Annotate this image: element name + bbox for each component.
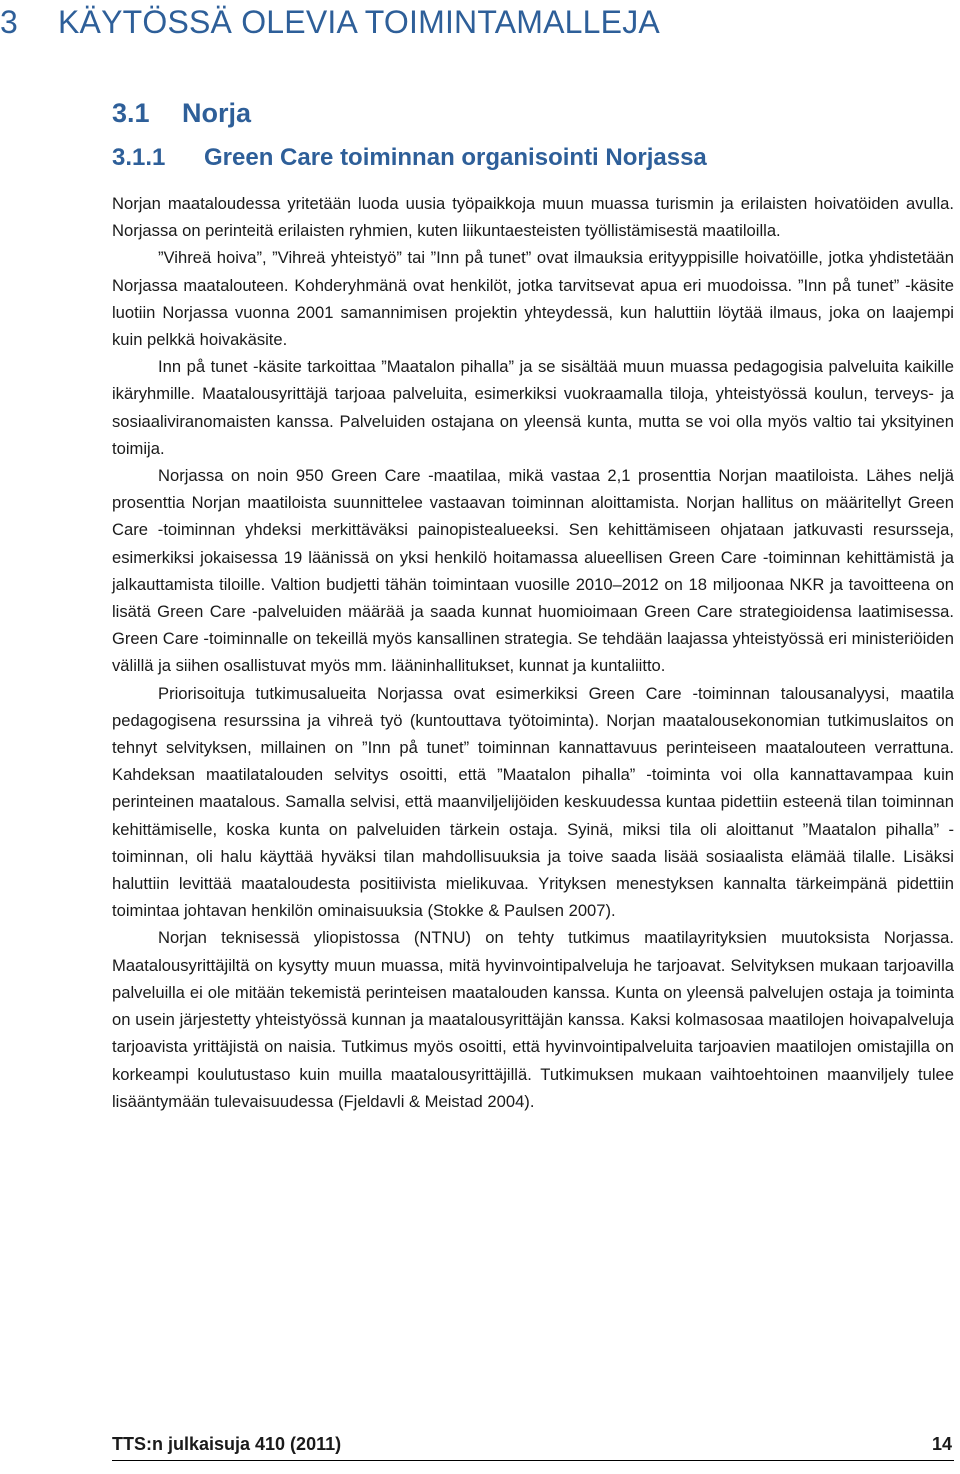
body-text [112,190,954,1115]
paragraph-1: Norjan maataloudessa yritetään luoda uusia työpaikkoja muun muassa turismin ja erilaisten hoivatöiden avulla. Norjassa on perinteitä erilaisten ryhmien, kuten liikuntaesteisten työllistämisestä maatiloilla. [112,194,954,241]
paragraph-3: Inn på tunet -käsite tarkoittaa ”Maatalon pihalla” ja se sisältää muun muassa pedagogisia palveluita kaikille ikäryhmille. Maatalousyrittäjä tarjoaa palveluita, esimerkiksi vuokraamalla tiloja, yhteistyössä koulun, terveys- ja sosiaaliviranomaisten kanssa. Palveluiden ostajana on yleensä kunta, mutta se voi olla myös valtio tai yksityinen toimija. [112,357,954,458]
subsection-number: 3.1.1 [112,144,166,171]
footer-rule [112,1460,954,1461]
paragraph-6: Norjan teknisessä yliopistossa (NTNU) on tehty tutkimus maatilayrityksien muutoksista Norjassa. Maatalousyrittäjiltä on kysytty muun muassa, mitä hyvinvointipalveluja he tarjoavat. Selvityksen mukaan tarjoavilla palveluilla ei ole mitään tekemistä perinteisen maatalouden kanssa. Kunta on yleensä palvelujen ostaja ja toiminta on usein järjestetty yhteistyössä kunnan ja maatalousyrittäjän kanssa. Kaksi kolmasosaa maatilojen hoivapalveluja tarjoavista yrittäjistä on naisia. Tutkimus myös osoitti, että hyvinvointipalveluita tarjoavien maatilojen omistajilla on korkeampi koulutustaso kuin muilla maatalousyrittäjillä. Tutkimuksen mukaan vaihtoehtoinen maanviljely tulee lisääntymään tulevaisuudessa (Fjeldavli & Meistad 2004). [112,928,954,1111]
section-title: Norja [182,98,252,128]
subsection-heading [112,142,707,174]
footer-publication: TTS:n julkaisuja 410 (2011) [112,1434,342,1454]
section-number: 3.1 [112,98,150,128]
chapter-title: KÄYTÖSSÄ OLEVIA TOIMINTAMALLEJA [58,4,660,40]
paragraph-2: ”Vihreä hoiva”, ”Vihreä yhteistyö” tai ”Inn på tunet” ovat ilmauksia erityyppisille hoivatöille, jotka yhdistetään Norjassa maatalouteen. Kohderyhmänä ovat henkilöt, jotka tarvitsevat apua eri muodoissa. ”Inn på tunet” -käsite luotiin Norjassa vuonna 2001 samannimisen projektin yhteydessä, kun haluttiin löytää ilmaus, joka on laajempi kuin pelkkä hoivakäsite. [112,248,954,350]
paragraph-5: Priorisoituja tutkimusalueita Norjassa ovat esimerkiksi Green Care -toiminnan talousanalyysi, maatila pedagogisena resurssina ja vihreä työ (kuntouttava työtoiminta). Norjan maatalousekonomian tutkimuslaitos on tehnyt selvityksen, millainen on ”Inn på tunet” toiminnan kannattavuus perinteiseen maatalouteen verrattuna. Kahdeksan maatilatalouden selvitys osoitti, että ”Maatalon pihalla” -toiminta voi olla kannattavampaa kuin perinteinen maatalous. Samalla selvisi, että maanviljelijöiden keskuudessa kuntaa pidettiin esteenä tilan toiminnan kehittämiselle, koska kunta on palveluiden tärkein ostaja. Syinä, miksi tila oli aloittanut ”Maatalon pihalla” -toiminnan, oli halu käyttää hyväksi tilan mahdollisuuksia ja toive saada lisää sosiaalista elämää tilalle. Lisäksi haluttiin levittää maataloudesta positiivista mielikuvaa. Yrityksen menestyksen kannalta tärkeimpänä pidettiin toimintaa johtavan henkilön ominaisuuksia (Stokke & Paulsen 2007). [112,683,954,921]
chapter-heading [0,2,660,42]
page-number: 14 [931,1434,952,1454]
subsection-title: Green Care toiminnan organisointi Norjassa [204,144,707,171]
section-heading [112,96,251,130]
chapter-number: 3 [0,4,18,40]
paragraph-4: Norjassa on noin 950 Green Care -maatilaa, mikä vastaa 2,1 prosenttia Norjan maatiloista. Lähes neljä prosenttia Norjan maatiloista suunnittelee vastaavan toiminnan aloittamista. Norjan hallitus on määritellyt Green Care -toiminnan yhdeksi merkittäväksi painopistealueeksi. Sen kehittämiseen ohjataan jatkuvasti resursseja, esimerkiksi jokaisessa 19 läänissä on yksi henkilö hoitamassa alueellisen Green Care -toiminnan kehittämistä ja jalkauttamista tiloille. Valtion budjetti tähän toimintaan vuosille 2010–2012 on 18 miljoonaa NKR ja tavoitteena on lisätä Green Care -palveluiden määrää ja saada kunnat huomioimaan Green Care strategioidensa laatimisessa. Green Care -toiminnalle on tekeillä myös kansallinen strategia. Se tehdään laajassa yhteistyössä eri ministeriöiden välillä ja siihen osallistuvat myös mm. lääninhallitukset, kunnat ja kuntaliitto. [112,466,954,676]
